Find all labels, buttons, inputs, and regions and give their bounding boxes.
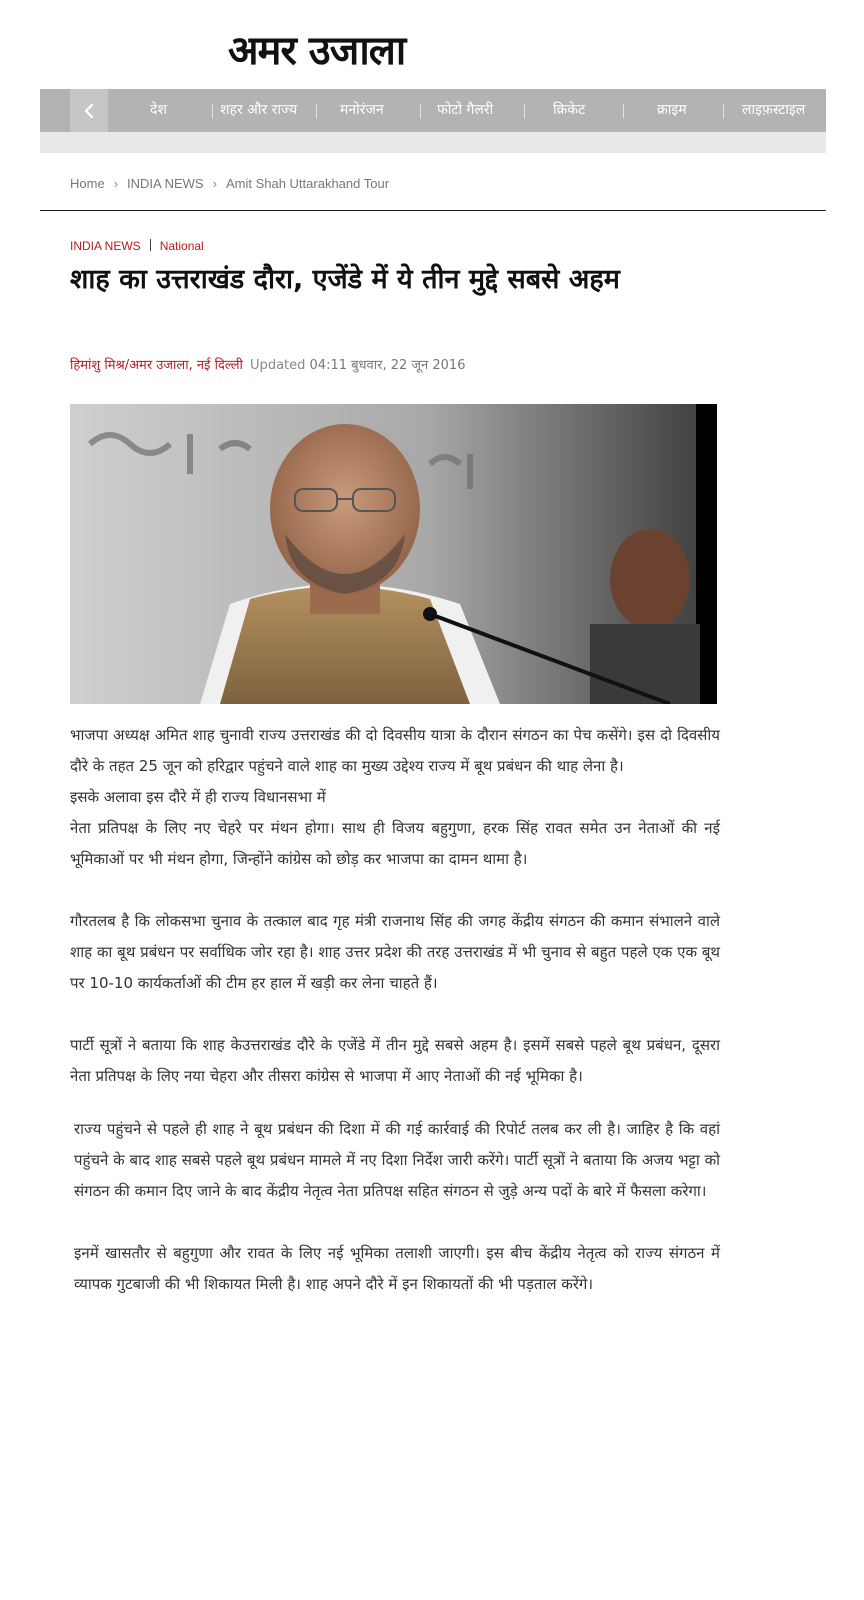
nav-divider xyxy=(212,104,213,118)
article-paragraph: इनमें खासतौर से बहुगुणा और रावत के लिए नई भूमिका तलाशी जाएगी। इस बीच केंद्रीय नेतृत्व को राज्य संगठन में व्यापक गुटबाजी की भी शिकायत मिली है। शाह अपने दौरे में इन शिकायतों की भी पड़ताल करेंगे। xyxy=(74,1244,720,1293)
nav-item-entertainment[interactable]: मनोरंजन xyxy=(340,102,384,118)
nav-item-cricket[interactable]: क्रिकेट xyxy=(553,102,586,118)
updated-time: 04:11 बुधवार, 22 जून 2016 xyxy=(309,358,466,373)
article-paragraph: भाजपा अध्यक्ष अमित शाह चुनावी राज्य उत्तराखंड की दो दिवसीय यात्रा के दौरान संगठन का पेच कसेंगे। इस दो दिवसीय दौरे के तहत 25 जून को हरिद्वार पहुंचने वाले शाह का मुख्य उद्देश्य राज्य में बूथ प्रबंधन की थाह लेना है। xyxy=(70,726,720,775)
nav-item-photo-gallery[interactable]: फोटो गैलरी xyxy=(437,102,494,118)
article-paragraph: नेता प्रतिपक्ष के लिए नए चेहरे पर मंथन होगा। साथ ही विजय बहुगुणा, हरक सिंह रावत समेत उन नेताओं की नई भूमिकाओं पर भी मंथन होगा, जिन्होंने कांग्रेस को छोड़ कर भाजपा का दामन थामा है। xyxy=(70,819,720,868)
article-body xyxy=(70,720,720,1300)
chevron-left-icon xyxy=(83,103,95,119)
article-paragraph: गौरतलब है कि लोकसभा चुनाव के तत्काल बाद गृह मंत्री राजनाथ सिंह की जगह केंद्रीय संगठन की कमान संभालने वाले शाह का बूथ प्रबंधन पर सर्वाधिक जोर रहा है। शाह उत्तर प्रदेश की तरह उत्तराखंड में भी चुनाव से बहुत पहले एक एक बूथ पर 10-10 कार्यकर्ताओं की टीम हर हाल में खड़ी कर लेना चाहते हैं। xyxy=(70,912,720,992)
sub-nav-bar xyxy=(40,132,826,153)
nav-item-city-state[interactable]: शहर और राज्य xyxy=(220,102,298,118)
breadcrumb-india-news[interactable]: INDIA NEWS xyxy=(127,176,204,191)
breadcrumb-home[interactable]: Home xyxy=(70,176,105,191)
article-paragraph: राज्य पहुंचने से पहले ही शाह ने बूथ प्रबंधन की दिशा में की गई कार्रवाई की रिपोर्ट तलब कर ली है। जाहिर है कि वहां पहुंचने के बाद शाह सबसे पहले बूथ प्रबंधन मामले में नए दिशा निर्देश जारी करेंगे। पार्टी सूत्रों ने बताया कि अजय भट्टा को संगठन की कमान दिए जाने के बाद केंद्रीय नेतृत्व नेता प्रतिपक्ष सहित संगठन से जुड़े अन्य पदों के बारे में फैसला करेगा। xyxy=(74,1120,720,1200)
nav-divider xyxy=(723,104,724,118)
article-byline xyxy=(70,355,465,377)
nav-divider xyxy=(524,104,525,118)
site-logo[interactable]: अमर उजाला xyxy=(228,27,406,74)
header-divider xyxy=(40,210,826,211)
author-name[interactable]: हिमांशु मिश्र/अमर उजाला, नई दिल्ली xyxy=(70,358,243,373)
breadcrumb xyxy=(70,176,389,194)
article-paragraph: पार्टी सूत्रों ने बताया कि शाह केउत्तराखंड दौरे के एजेंडे में तीन मुद्दे सबसे अहम है। इसमें सबसे पहले बूथ प्रबंधन, दूसरा नेता प्रतिपक्ष के लिए नया चेहरा और तीसरा कांग्रेस से भाजपा में आए नेताओं की नई भूमिका है। xyxy=(70,1036,720,1085)
nav-item-crime[interactable]: क्राइम xyxy=(657,102,687,118)
category-separator xyxy=(150,239,151,251)
article-title: शाह का उत्तराखंड दौरा, एजेंडे में ये तीन मुद्दे सबसे अहम xyxy=(70,264,620,295)
category-india-news[interactable]: INDIA NEWS xyxy=(70,239,141,253)
nav-prev-button[interactable] xyxy=(70,89,108,132)
article-categories xyxy=(70,239,204,255)
updated-label: Updated xyxy=(250,358,306,373)
nav-divider xyxy=(623,104,624,118)
breadcrumb-separator: › xyxy=(113,176,119,191)
main-nav xyxy=(40,89,826,132)
nav-item-lifestyle[interactable]: लाइफ़स्टाइल xyxy=(742,102,806,118)
category-national[interactable]: National xyxy=(159,239,204,253)
breadcrumb-separator: › xyxy=(212,176,217,191)
article-paragraph: इसके अलावा इस दौरे में ही राज्य विधानसभा में xyxy=(70,788,326,806)
nav-item-desh[interactable]: देश xyxy=(150,102,167,118)
article-photo xyxy=(70,404,717,704)
nav-divider xyxy=(420,104,421,118)
nav-divider xyxy=(316,104,317,118)
breadcrumb-current: Amit Shah Uttarakhand Tour xyxy=(225,176,390,191)
